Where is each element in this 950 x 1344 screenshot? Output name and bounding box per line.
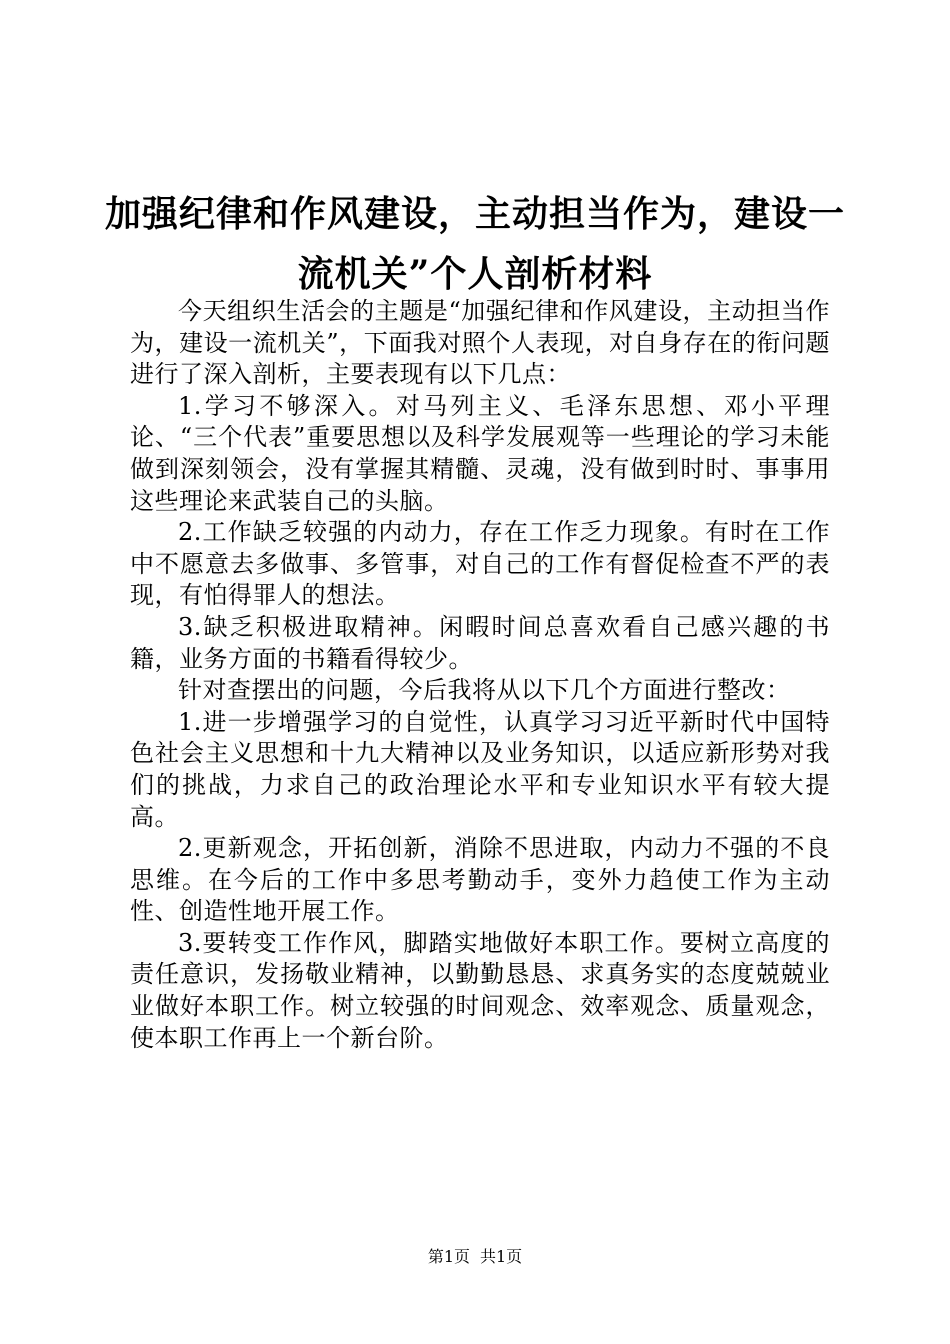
paragraph-problem-3: 3.缺乏积极进取精神。闲暇时间总喜欢看自己感兴趣的书籍，业务方面的书籍看得较少。 (130, 612, 830, 673)
paragraph-intro: 今天组织生活会的主题是“加强纪律和作风建设，主动担当作为，建设一流机关”，下面我对照个人表现，对自身存在的衔问题进行了深入剖析，主要表现有以下几点： (130, 297, 830, 389)
paragraph-problem-2: 2.工作缺乏较强的内动力，存在工作乏力现象。有时在工作中不愿意去多做事、多管事，对自己的工作有督促检查不严的表现，有怕得罪人的想法。 (130, 518, 830, 610)
paragraph-rectification-2: 2.更新观念，开拓创新，消除不思进取，内动力不强的不良思维。在今后的工作中多思考勤动手，变外力趋使工作为主动性、创造性地开展工作。 (130, 834, 830, 926)
paragraph-rectification-3: 3.要转变工作作风，脚踏实地做好本职工作。要树立高度的责任意识，发扬敬业精神，以勤勤恳恳、求真务实的态度兢兢业业做好本职工作。树立较强的时间观念、效率观念、质量观念，使本职工作再上一个新台阶。 (130, 928, 830, 1052)
document-title-line-2: 流机关”个人剖析材料 (297, 253, 653, 295)
page-number: 第1页 (427, 1247, 470, 1266)
paragraph-problem-1: 1.学习不够深入。对马列主义、毛泽东思想、邓小平理论、“三个代表”重要思想以及科学发展观等一些理论的学习未能做到深刻领会，没有掌握其精髓、灵魂，没有做到时时、事事用这些理论来武装自己的头脑。 (130, 391, 830, 515)
page-footer (0, 1244, 950, 1267)
paragraph-rectification-intro: 针对查摆出的问题，今后我将从以下几个方面进行整改： (178, 676, 791, 705)
paragraph-rectification-1: 1.进一步增强学习的自觉性，认真学习习近平新时代中国特色社会主义思想和十九大精神以及业务知识，以适应新形势对我们的挑战，力求自己的政治理论水平和专业知识水平有较大提高。 (130, 707, 830, 831)
document-title-line-1: 加强纪律和作风建设，主动担当作为，建设一 (104, 193, 845, 235)
document-body (130, 296, 830, 1054)
page-total: 共1页 (480, 1247, 523, 1266)
